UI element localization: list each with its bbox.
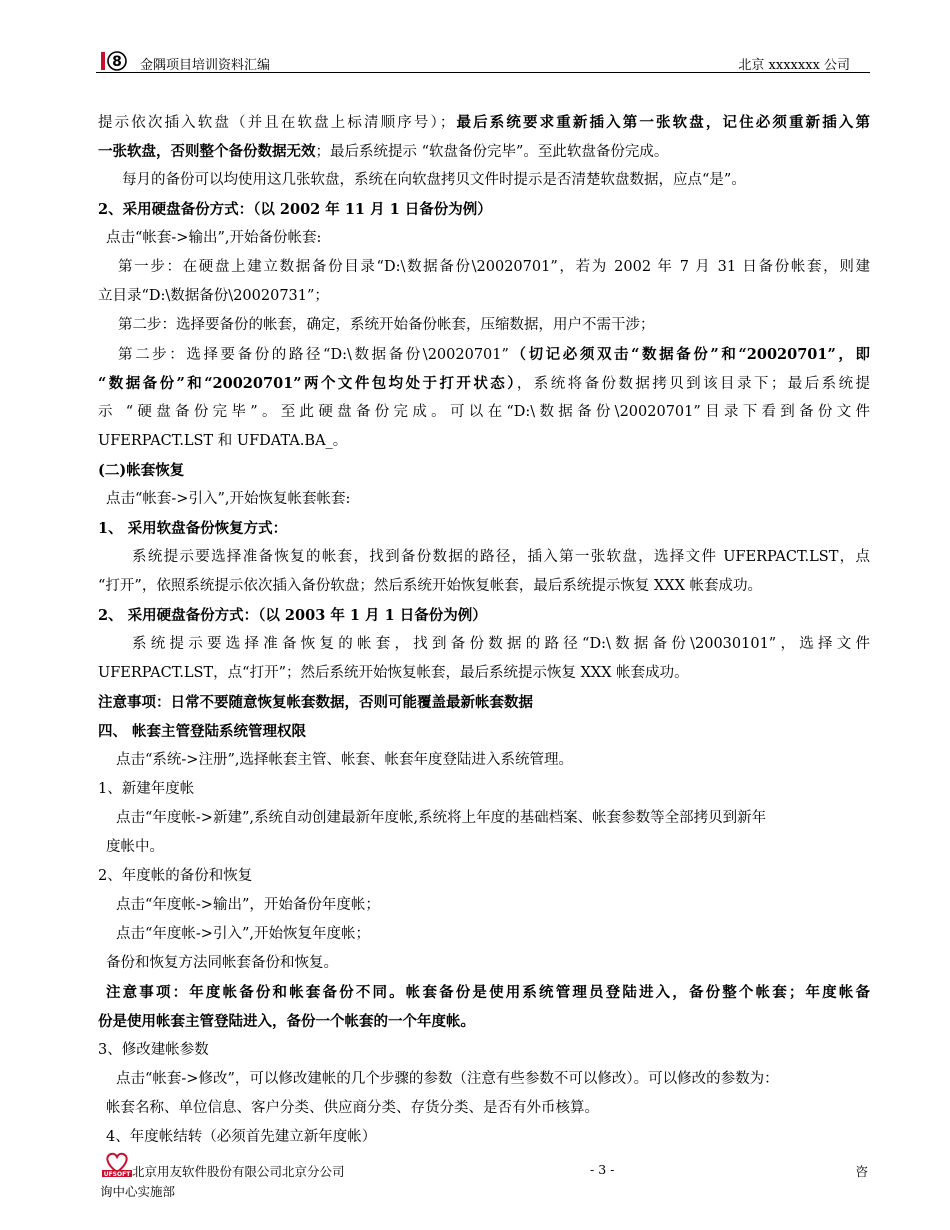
body-text: 点击“年度帐->新建”,系统自动创建最新年度帐,系统将上年度的基础档案、帐套参数等全部拷贝到新年 bbox=[116, 810, 767, 826]
body-text: UFERPACT.LST，点“打开”；然后系统开始恢复帐套，最后系统提示恢复 XXX 帐套成功。 bbox=[98, 665, 689, 681]
body-text: 点击“年度帐->输出”，开始备份年度帐； bbox=[116, 897, 380, 913]
text-line bbox=[98, 1036, 870, 1065]
header-title: 金隅项目培训资料汇编 bbox=[140, 58, 271, 73]
ufsoft-logo-icon bbox=[102, 1148, 132, 1178]
text-line bbox=[98, 978, 870, 1007]
text-line bbox=[98, 369, 870, 398]
text-line bbox=[98, 398, 870, 427]
body-text: 备份和恢复方法同帐套备份和恢复。 bbox=[106, 955, 338, 971]
body-text: 帐套名称、单位信息、客户分类、供应商分类、存货分类、是否有外币核算。 bbox=[106, 1100, 599, 1116]
svg-text:8: 8 bbox=[112, 54, 122, 70]
body-text: 点击“年度帐->引入”,开始恢复年度帐； bbox=[116, 926, 370, 942]
text-line bbox=[98, 224, 870, 253]
bold-text: 一张软盘，否则整个备份数据无效 bbox=[98, 143, 316, 160]
footer-right-text: 咨 bbox=[855, 1164, 868, 1179]
text-line bbox=[98, 1007, 870, 1036]
text-line bbox=[98, 601, 870, 630]
body-text: 点击“帐套->修改”，可以修改建帐的几个步骤的参数（注意有些参数不可以修改）。可以修改的参数为： bbox=[116, 1071, 779, 1087]
text-line bbox=[98, 746, 870, 775]
body-text: ；最后系统提示 “软盘备份完毕”。至此软盘备份完成。 bbox=[315, 144, 669, 160]
svg-text:UFSOFT: UFSOFT bbox=[103, 1171, 131, 1178]
bold-text: “数据备份”和“20020701”两个文件包均处于打开状态） bbox=[98, 375, 517, 392]
body-text: 4、年度帐结转（必须首先建立新年度帐） bbox=[106, 1129, 377, 1145]
body-text: 度帐中。 bbox=[106, 839, 164, 855]
text-line bbox=[98, 1065, 870, 1094]
bold-text: 四、 帐套主管登陆系统管理权限 bbox=[98, 723, 307, 740]
body-text: ，系统将备份数据拷贝到该目录下；最后系统提 bbox=[516, 376, 870, 392]
body-text: 2、年度帐的备份和恢复 bbox=[98, 868, 253, 884]
bold-text: 最后系统要求重新插入第一张软盘，记住必须重新插入第 bbox=[454, 114, 870, 131]
body-text: 点击“帐套->输出”,开始备份帐套: bbox=[106, 230, 322, 246]
header-company: 北京 xxxxxxx 公司 bbox=[738, 58, 850, 73]
text-line bbox=[98, 543, 870, 572]
text-line bbox=[98, 108, 870, 137]
text-line bbox=[98, 485, 870, 514]
document-body bbox=[98, 108, 870, 1152]
text-line bbox=[98, 166, 870, 195]
bold-text: 2、采用硬盘备份方式：（以 2002 年 11 月 1 日备份为例） bbox=[98, 201, 492, 218]
text-line bbox=[98, 630, 870, 659]
body-text: 第一步：在硬盘上建立数据备份目录“D:\数据备份\20020701”，若为 2002 年 7 月 31 日备份帐套，则建 bbox=[118, 259, 870, 275]
body-text: 第二步：选择要备份的帐套，确定，系统开始备份帐套，压缩数据，用户不需干涉； bbox=[118, 317, 655, 333]
bold-text: (二)帐套恢复 bbox=[98, 462, 185, 479]
body-text: 系统提示要选择准备恢复的帐套，找到备份数据的路径“D:\数据备份\20030101”，选择文件 bbox=[132, 636, 870, 652]
body-text: 系统提示要选择准备恢复的帐套，找到备份数据的路径，插入第一张软盘，选择文件 UFERPACT.LST，点 bbox=[132, 549, 870, 565]
page-footer bbox=[100, 1158, 870, 1208]
text-line bbox=[98, 717, 870, 746]
body-text: 3、修改建帐参数 bbox=[98, 1042, 209, 1058]
text-line bbox=[98, 775, 870, 804]
text-line bbox=[98, 891, 870, 920]
page-header bbox=[96, 48, 870, 73]
text-line bbox=[98, 253, 870, 282]
bold-text: 注意事项：年度帐备份和帐套备份不同。帐套备份是使用系统管理员登陆进入，备份整个帐套；年度帐备 bbox=[106, 984, 870, 1001]
text-line bbox=[98, 340, 870, 369]
bold-text: （切记必须双击“数据备份”和“20020701”，即 bbox=[508, 346, 870, 363]
text-line bbox=[98, 456, 870, 485]
body-text: 示 “硬盘备份完毕”。至此硬盘备份完成。可以在“D:\数据备份\20020701”目录下看到备份文件 bbox=[98, 404, 870, 420]
body-text: 立目录“D:\数据备份\20020731”； bbox=[98, 288, 329, 304]
text-line bbox=[98, 282, 870, 311]
u8-logo-icon bbox=[100, 50, 128, 72]
body-text: 提示依次插入软盘（并且在软盘上标清顺序号）； bbox=[98, 115, 455, 131]
bold-text: 注意事项：日常不要随意恢复帐套数据，否则可能覆盖最新帐套数据 bbox=[98, 694, 533, 711]
footer-department: 询中心实施部 bbox=[100, 1184, 176, 1199]
text-line bbox=[98, 833, 870, 862]
text-line bbox=[98, 688, 870, 717]
body-text: 每月的备份可以均使用这几张软盘，系统在向软盘拷贝文件时提示是否清楚软盘数据，应点“是”。 bbox=[122, 172, 746, 188]
body-text: 点击“系统->注册”,选择帐套主管、帐套、帐套年度登陆进入系统管理。 bbox=[116, 752, 573, 768]
text-line bbox=[98, 311, 870, 340]
text-line bbox=[98, 572, 870, 601]
text-line bbox=[98, 1123, 870, 1152]
text-line bbox=[98, 659, 870, 688]
text-line bbox=[98, 195, 870, 224]
body-text: 点击“帐套->引入”,开始恢复帐套帐套: bbox=[106, 491, 351, 507]
text-line bbox=[98, 427, 870, 456]
bold-text: 1、 采用软盘备份恢复方式： bbox=[98, 520, 288, 537]
text-line bbox=[98, 920, 870, 949]
text-line bbox=[98, 514, 870, 543]
body-text: UFERPACT.LST 和 UFDATA.BA_。 bbox=[98, 433, 348, 449]
bold-text: 份是使用帐套主管登陆进入，备份一个帐套的一个年度帐。 bbox=[98, 1013, 475, 1030]
text-line bbox=[98, 137, 870, 166]
text-line bbox=[98, 1094, 870, 1123]
text-line bbox=[98, 949, 870, 978]
body-text: 1、新建年度帐 bbox=[98, 781, 195, 797]
bold-text: 2、 采用硬盘备份方式：（以 2003 年 1 月 1 日备份为例） bbox=[98, 607, 487, 624]
footer-company: 北京用友软件股份有限公司北京分公司 bbox=[132, 1164, 345, 1179]
page-number: - 3 - bbox=[590, 1162, 615, 1177]
body-text: “打开”，依照系统提示依次插入备份软盘；然后系统开始恢复帐套，最后系统提示恢复 XXX 帐套成功。 bbox=[98, 578, 763, 594]
text-line bbox=[98, 804, 870, 833]
body-text: 第二步：选择要备份的路径“D:\数据备份\20020701” bbox=[118, 347, 509, 363]
text-line bbox=[98, 862, 870, 891]
